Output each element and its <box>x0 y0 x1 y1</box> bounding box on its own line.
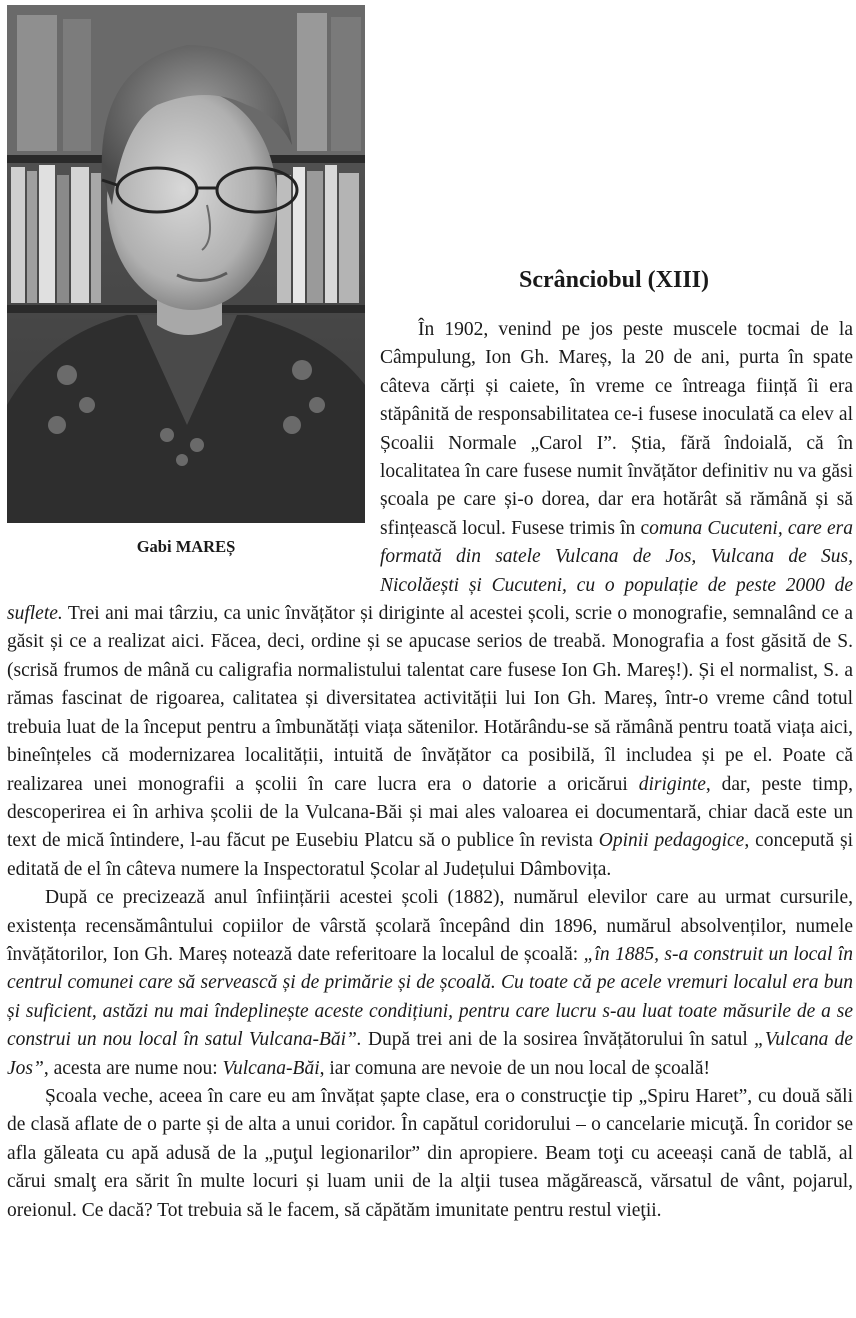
p2-italic-f: Vulcana-Băi <box>222 1057 320 1079</box>
article-title: Scrânciobul (XIII) <box>518 267 710 293</box>
p2-text-c: După trei ani de la sosirea învățătorului în satul <box>361 1029 754 1051</box>
photo-float-space <box>7 0 380 584</box>
p1-text-a: În 1902, venind pe jos peste muscele tocmai de la Câmpulung, Ion Gh. Mareș, la 20 de ani, purta în spate câteva cărți și caiete, în vreme ce întreaga ființă îi era stăpânită de responsabilitatea ce-i fusese inoculată ca elev al Școalii Normale „Carol I”. Știa, fără îndoială, că în localitatea în care fusese numit învățător definitiv nu va găsi școala pe care și-o dorea, dar era hotărât să rămână și să sfințească locul. Fusese trimis în c <box>380 319 853 539</box>
p2-italic-d: „Vulcana de Jos” <box>7 1029 853 1079</box>
p1-italic-d: diriginte <box>638 773 706 795</box>
p2-text-g: , iar comuna are nevoie de un nou local de școală! <box>319 1057 711 1079</box>
p2-italic-b: „în 1885, s-a construit un local în centrul comunei care să servească și de primărie și de școală. Cu toate că pe acele vremuri localul era bun și suficient, astăzi nu mai îndeplinește aceste condițiuni, pentru care lucru s-au luat toate măsurile de a se construi un nou local în satul Vulcana-Băi”. <box>7 943 853 1051</box>
p1-italic-f: Opinii pedagogice <box>598 830 745 852</box>
p2-text-a: După ce precizează anul înființării acestei școli (1882), numărul elevilor care au urmat cursurile, existența recensământului copiilor de vârstă școlară începând din 1896, numărul absolvenților, numele învățătorilor, Ion Gh. Mareș notează date referitoare la localul de școală: <box>7 887 853 965</box>
paragraph-3: Școala veche, aceea în care eu am învățat șapte clase, era o construcţie tip „Spiru Haret”, cu două săli de clasă aflate de o parte și de alta a unui coridor. În capătul coridorului – o cancelarie micuţă. În coridor se afla găleata cu apă adusă de la „puţul legionarilor” din apropiere. Beam toţi cu aceeași cană de tablă, al cărui smalţ era sărit în multe locuri și luam unii de la alţii tusea măgărească, vărsatul de vânt, pojarul, oreionul. Ce dacă? Tot trebuia să le facem, să căpătăm imunitate pentru restul vieţii. <box>7 1085 853 1221</box>
p2-text-e: , acesta are nume nou: <box>43 1057 223 1079</box>
photo-caption: Gabi MAREȘ <box>136 537 236 556</box>
p1-text-g: , concepută și editată de el în câteva numere la Inspectoratul Școlar al Județului Dâmbovița. <box>7 830 854 880</box>
p1-text-e: , dar, peste timp, descoperirea ei în arhiva școlii de la Vulcana-Băi și mai ales valoarea ei documentară, chiar dacă este un text de mică întindere, l-au făcut pe Eusebiu Platcu să o publice în revista <box>7 773 854 852</box>
paragraph-2 <box>7 884 853 1083</box>
p1-italic-b: omuna Cucuteni, care era formată din satele Vulcana de Jos, Vulcana de Sus, Nicolăești și Cucuteni, cu o populație de peste 2000 de suflete. <box>7 517 854 625</box>
p1-text-c: Trei ani mai târziu, ca unic învățător și diriginte al acestei școli, scrie o monografie, semnalând ce a găsit și ce a realizat aici. Făcea, deci, ordine și se apucase serios de treabă. Monografia a fost găsită de S. (scrisă frumos de mână cu caligrafia normalistului talentat care fusese Ion Gh. Mareș!). Și el normalist, S. a rămas fascinat de rigoarea, calitatea și diversitatea activității lui Ion Gh. Mareș, într-o vreme când totul trebuia luat de la început pentru a îmbunătăți viața sătenilor. Hotărându-se să rămână pentru toată viața aici, bineînțeles că modernizarea localității, intuită de învățător ca posibilă, îl includea și pe el. Poate că realizarea unei monografii a școlii în care lucra era o datorie a oricărui <box>7 603 853 795</box>
article-body <box>7 0 853 1225</box>
